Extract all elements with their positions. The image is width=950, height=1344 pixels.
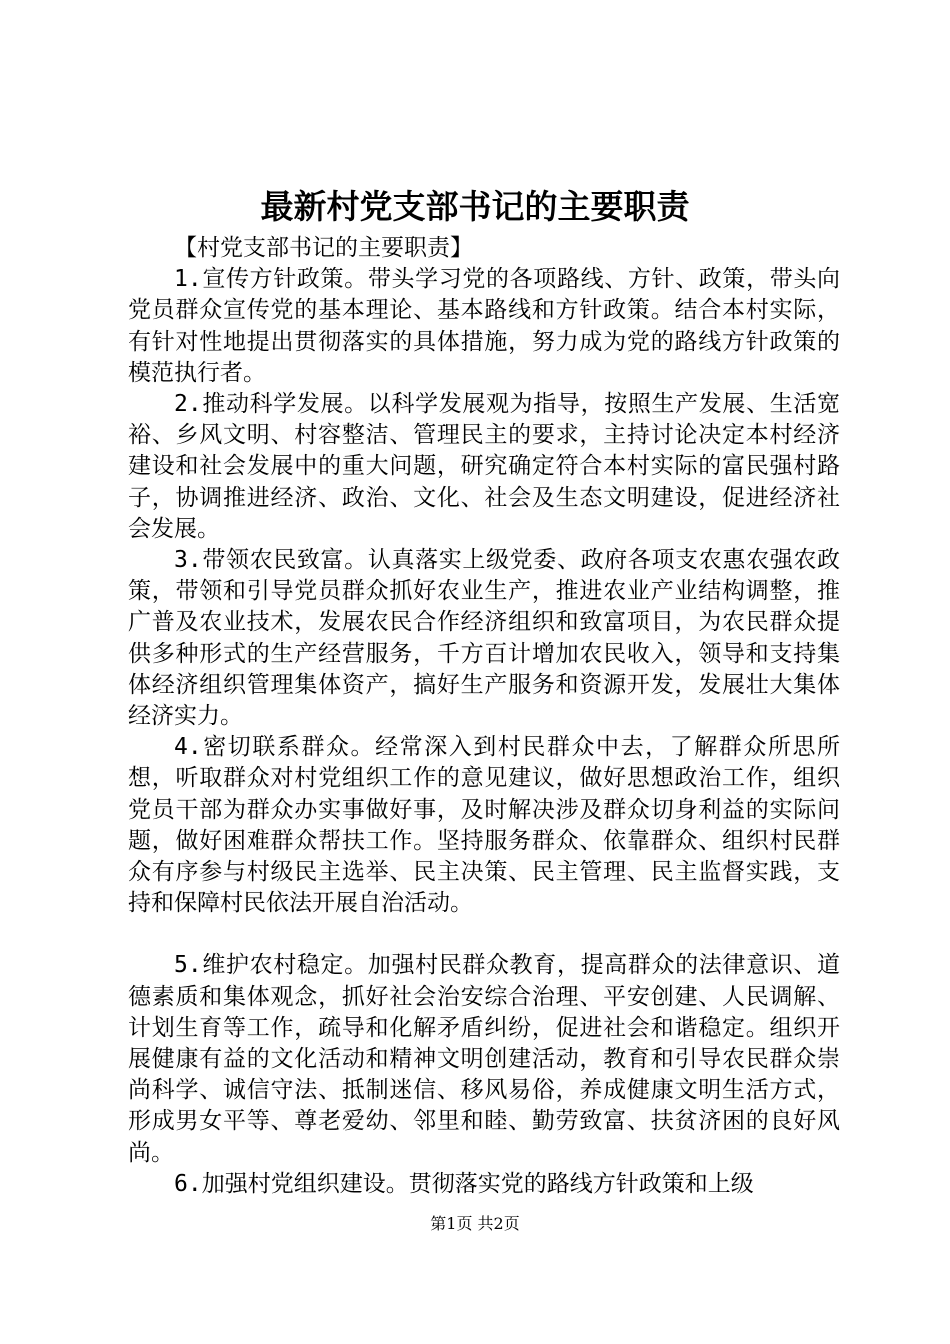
paragraph-5: 5.维护农村稳定。加强村民群众教育，提高群众的法律意识、道德素质和集体观念，抓好社会治安综合治理、平安创建、人民调解、计划生育等工作，疏导和化解矛盾纠纷，促进社会和谐稳定。组织开展健康有益的文化活动和精神文明创建活动，教育和引导农民群众崇尚科学、诚信守法、抵制迷信、移风易俗，养成健康文明生活方式，形成男女平等、尊老爱幼、邻里和睦、勤劳致富、扶贫济困的良好风尚。 [128, 952, 840, 1166]
paragraph-2: 2.推动科学发展。以科学发展观为指导，按照生产发展、生活宽裕、乡风文明、村容整洁、管理民主的要求，主持讨论决定本村经济建设和社会发展中的重大问题，研究确定符合本村实际的富民强村路子，协调推进经济、政治、文化、社会及生态文明建设，促进经济社会发展。 [128, 391, 840, 542]
paragraph-3: 3.带领农民致富。认真落实上级党委、政府各项支农惠农强农政策，带领和引导党员群众抓好农业生产，推进农业产业结构调整，推广普及农业技术，发展农民合作经济组织和致富项目，为农民群众提供多种形式的生产经营服务，千方百计增加农民收入，领导和支持集体经济组织管理集体资产，搞好生产服务和资源开发，发展壮大集体经济实力。 [128, 547, 840, 730]
section-heading: 【村党支部书记的主要职责】 [174, 235, 473, 261]
paragraph-1: 1.宣传方针政策。带头学习党的各项路线、方针、政策，带头向党员群众宣传党的基本理论、基本路线和方针政策。结合本村实际，有针对性地提出贯彻落实的具体措施，努力成为党的路线方针政策的模范执行者。 [128, 266, 840, 386]
paragraph-6: 6.加强村党组织建设。贯彻落实党的路线方针政策和上级 [174, 1170, 754, 1197]
page-title: 最新村党支部书记的主要职责 [260, 187, 690, 226]
paragraph-4: 4.密切联系群众。经常深入到村民群众中去，了解群众所思所想，听取群众对村党组织工作的意见建议，做好思想政治工作，组织党员干部为群众办实事做好事，及时解决涉及群众切身利益的实际问题，做好困难群众帮扶工作。坚持服务群众、依靠群众、组织村民群众有序参与村级民主选举、民主决策、民主管理、民主监督实践，支持和保障村民依法开展自治活动。 [128, 734, 840, 917]
page-number-footer: 第1页 共2页 [430, 1214, 520, 1233]
document-body [128, 233, 840, 1200]
